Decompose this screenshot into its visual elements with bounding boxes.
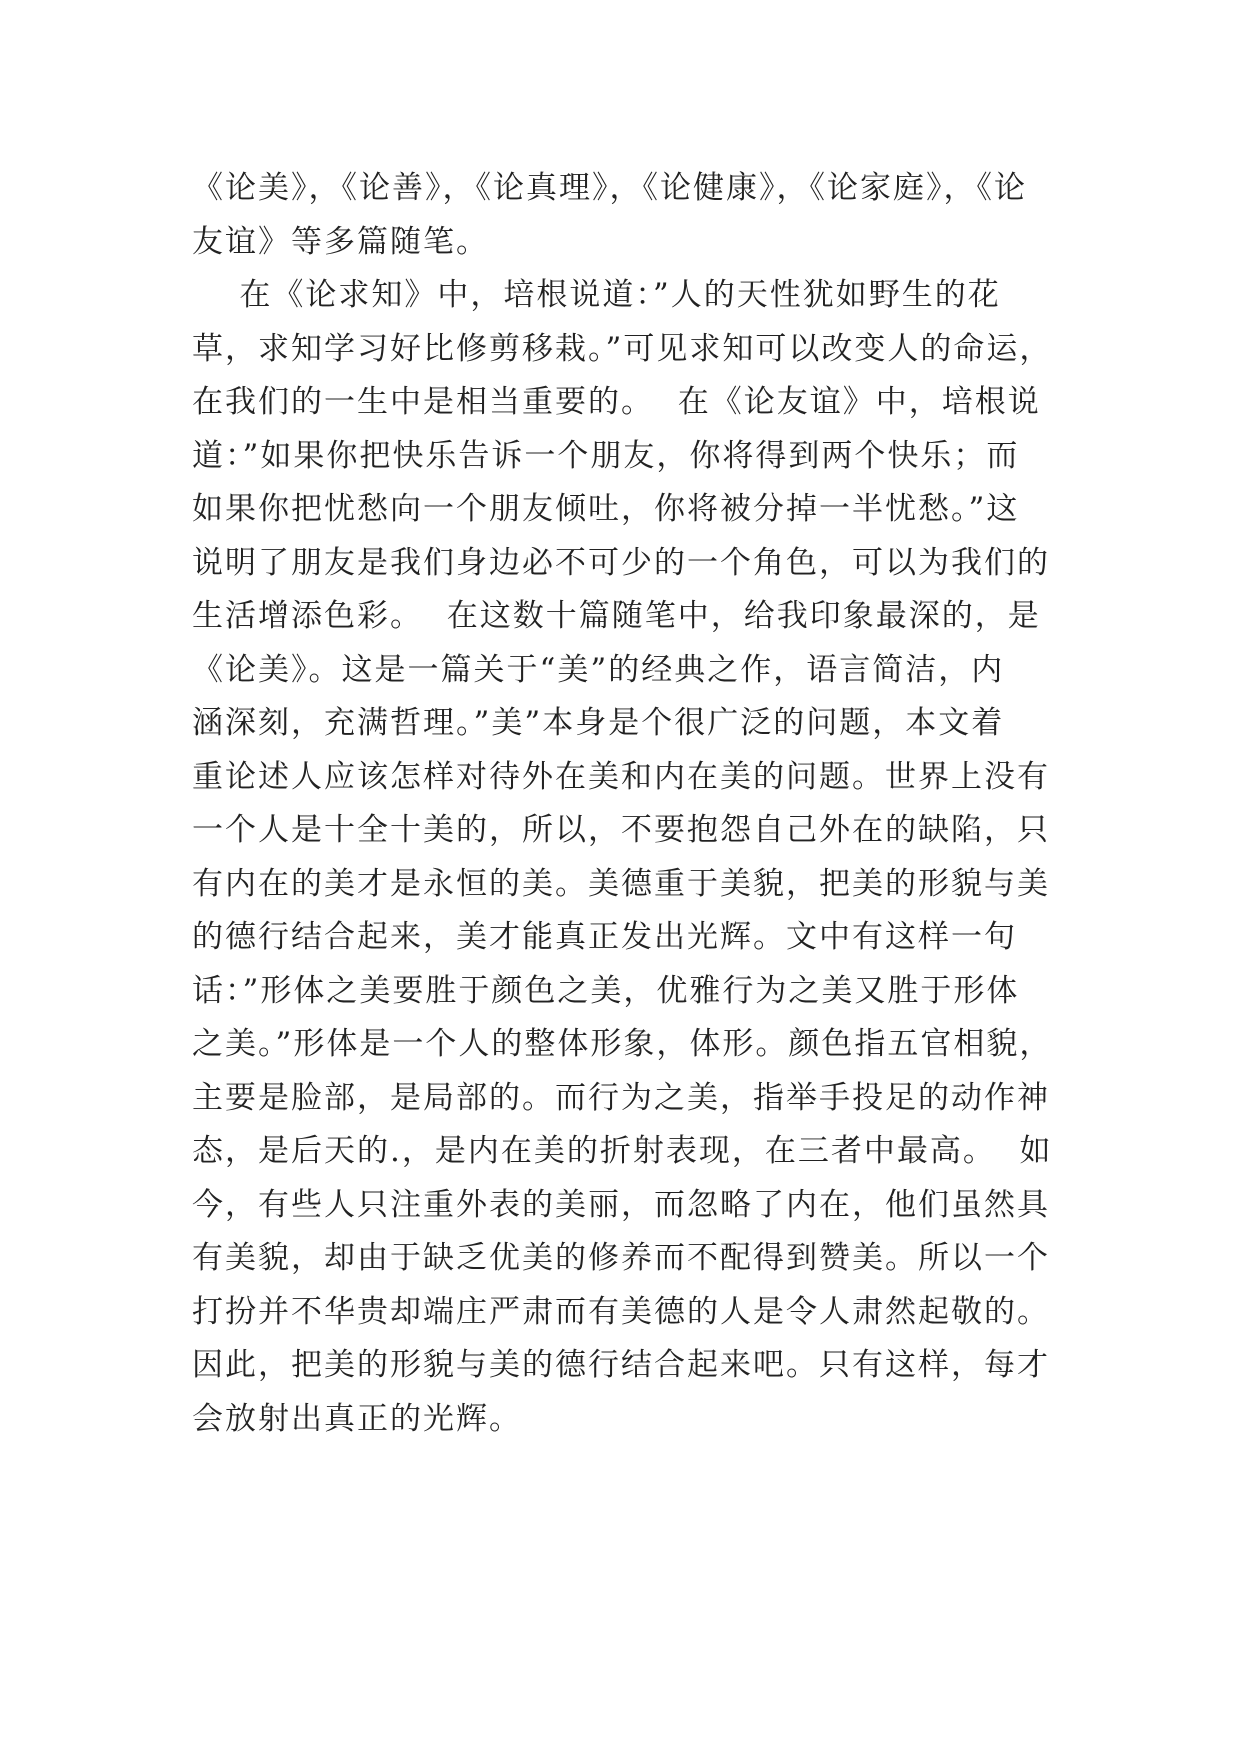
text-line: 态，是后天的.，是内在美的折射表现，在三者中最高。 如 [192, 1133, 1053, 1169]
text-line: 因此，把美的形貌与美的德行结合起来吧。只有这样，每才 [192, 1347, 1050, 1383]
text-line: 一个人是十全十美的，所以，不要抱怨自己外在的缺陷，只 [192, 812, 1050, 848]
text-line: 在我们的一生中是相当重要的。 在《论友谊》中，培根说 [192, 384, 1041, 420]
text-line: 《论美》，《论善》，《论真理》，《论健康》，《论家庭》，《论 [192, 170, 1027, 206]
text-line: 今，有些人只注重外表的美丽，而忽略了内在，他们虽然具 [192, 1186, 1050, 1223]
text-line: 会放射出真正的光辉。 [192, 1400, 522, 1437]
text-line: 话：”形体之美要胜于颜色之美，优雅行为之美又胜于形体 [192, 972, 1020, 1009]
text-line: 有美貌，却由于缺乏优美的修养而不配得到赞美。所以一个 [192, 1240, 1050, 1276]
text-line: 生活增添色彩。 在这数十篇随笔中，给我印象最深的，是 [192, 598, 1041, 634]
text-line: 道：”如果你把快乐告诉一个朋友，你将得到两个快乐；而 [192, 437, 1020, 474]
text-line: 重论述人应该怎样对待外在美和内在美的问题。世界上没有 [192, 758, 1050, 795]
text-line: 之美。”形体是一个人的整体形象，体形。颜色指五官相貌， [192, 1026, 1053, 1062]
text-line: 有内在的美才是永恒的美。美德重于美貌，把美的形貌与美 [192, 865, 1050, 902]
text-line: 如果你把忧愁向一个朋友倾吐，你将被分掉一半忧愁。”这 [192, 491, 1020, 527]
text-line: 友谊》等多篇随笔。 [192, 223, 489, 260]
body-text [192, 162, 1072, 1446]
text-line: 在《论求知》中，培根说道：”人的天性犹如野生的花 [192, 277, 1001, 313]
text-line: 说明了朋友是我们身边必不可少的一个角色，可以为我们的 [192, 544, 1050, 581]
text-line: 涵深刻，充满哲理。”美”本身是个很广泛的问题，本文着 [192, 705, 1005, 741]
text-line: 草，求知学习好比修剪移栽。”可见求知可以改变人的命运， [192, 330, 1053, 367]
text-line: 主要是脸部，是局部的。而行为之美，指举手投足的动作神 [192, 1079, 1050, 1116]
text-line: 的德行结合起来，美才能真正发出光辉。文中有这样一句 [192, 919, 1017, 955]
text-line: 打扮并不华贵却端庄严肃而有美德的人是令人肃然起敬的。 [192, 1293, 1050, 1330]
text-line: 《论美》。这是一篇关于“美”的经典之作，语言简洁，内 [192, 651, 1005, 688]
